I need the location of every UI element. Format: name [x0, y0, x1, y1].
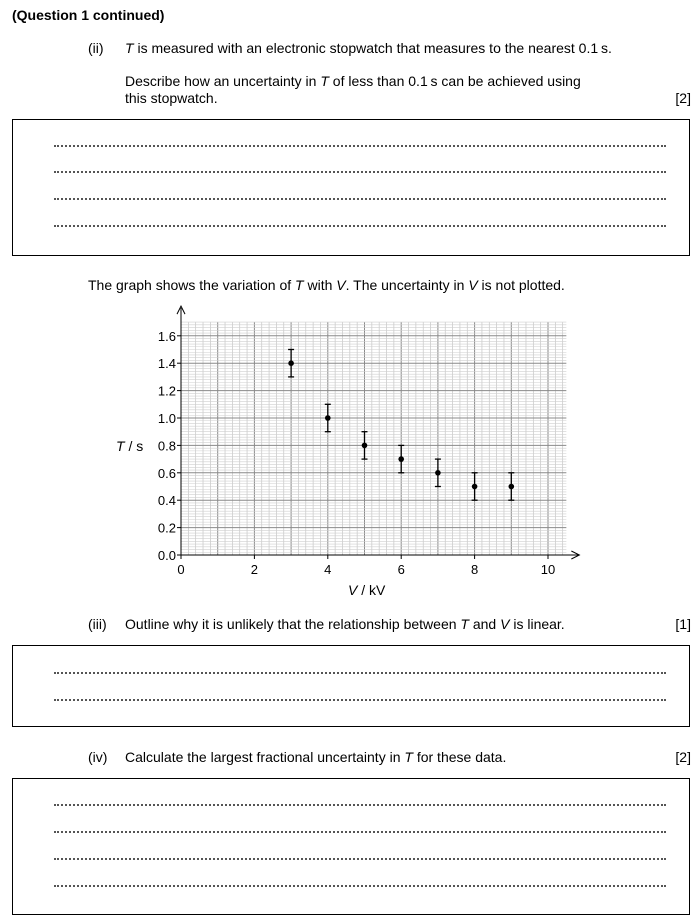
- answer-box-ii[interactable]: [12, 119, 690, 256]
- part-iv-number: (iv): [88, 749, 108, 765]
- data-point: [472, 484, 478, 490]
- answer-line: [54, 145, 666, 147]
- var-T: T: [125, 40, 134, 56]
- data-point: [509, 484, 515, 490]
- data-point: [325, 415, 331, 421]
- x-tick-label: 0: [177, 562, 185, 577]
- part-iv-marks: [2]: [675, 749, 691, 765]
- answer-line: [54, 885, 666, 887]
- part-iii-number: (iii): [88, 616, 107, 632]
- x-tick-label: 8: [470, 562, 479, 577]
- answer-line: [54, 804, 666, 806]
- y-tick-label: 1.6: [157, 328, 176, 344]
- chart-grid: [181, 322, 566, 555]
- var-T: T: [320, 73, 329, 89]
- y-tick-label: 0.4: [157, 493, 176, 509]
- data-point: [398, 456, 404, 462]
- y-tick-label: 0.6: [157, 465, 176, 481]
- answer-line: [54, 858, 666, 860]
- y-axis-label: T / s: [116, 438, 144, 454]
- y-tick-label: 0.2: [157, 520, 176, 536]
- y-tick-label: 1.4: [157, 356, 176, 372]
- answer-line: [54, 699, 666, 701]
- data-point: [362, 443, 368, 449]
- t-vs-v-chart: [0, 300, 697, 610]
- answer-line: [54, 171, 666, 173]
- part-ii-line2: Describe how an uncertainty in T of less than 0.1 s can be achieved using: [125, 73, 581, 89]
- part-iii-marks: [1]: [675, 616, 691, 632]
- part-iv-text: Calculate the largest fractional uncertainty in T for these data.: [125, 749, 507, 765]
- part-ii-marks: [2]: [675, 90, 691, 106]
- part-ii-line1: T is measured with an electronic stopwatch that measures to the nearest 0.1 s.: [125, 40, 612, 56]
- x-tick-label: 6: [397, 562, 405, 577]
- y-tick-label: 1.2: [157, 383, 176, 399]
- x-tick-label: 10: [540, 562, 556, 577]
- x-tick-label: 2: [250, 562, 259, 577]
- part-ii-number: (ii): [88, 40, 104, 56]
- answer-box-iii[interactable]: [12, 645, 690, 727]
- part-iii-text: Outline why it is unlikely that the relationship between T and V is linear.: [125, 616, 565, 632]
- y-tick-label: 0.8: [157, 438, 176, 454]
- y-tick-label: 0.0: [157, 548, 176, 563]
- data-point: [435, 470, 441, 476]
- answer-box-iv[interactable]: [12, 778, 690, 915]
- part-ii-line3: this stopwatch.: [125, 90, 218, 106]
- y-tick-label: 1.0: [157, 411, 176, 426]
- answer-line: [54, 225, 666, 227]
- graph-intro: The graph shows the variation of T with V. The uncertainty in V is not plotted.: [88, 277, 565, 293]
- answer-line: [54, 831, 666, 833]
- x-tick-label: 4: [324, 562, 332, 577]
- x-axis-label: V / kV: [348, 582, 386, 598]
- data-point: [288, 360, 294, 366]
- answer-line: [54, 672, 666, 674]
- answer-line: [54, 198, 666, 200]
- question-header: (Question 1 continued): [12, 7, 165, 23]
